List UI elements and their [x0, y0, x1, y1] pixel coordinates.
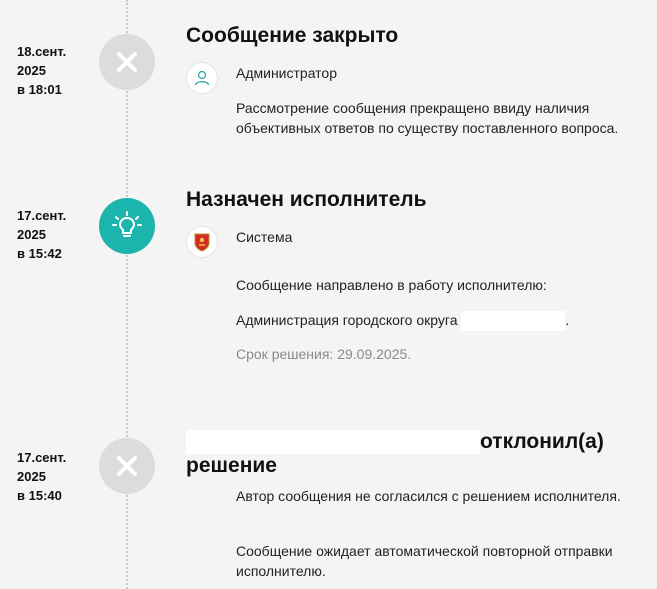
- event-deadline: Срок решения: 29.09.2025.: [236, 346, 412, 362]
- user-icon: [186, 62, 218, 94]
- event-text: Автор сообщения не согласился с решением исполнителя.: [236, 488, 621, 504]
- event-author: Администратор: [236, 65, 338, 81]
- event-text-secondary: Сообщение ожидает автоматической повторной отправки исполнителю.: [236, 543, 613, 579]
- event-date: 17.сент. 2025 в 15:42: [17, 208, 67, 261]
- redacted-block: [186, 430, 480, 454]
- close-icon: [99, 438, 155, 494]
- event-date: 17.сент. 2025 в 15:40: [17, 450, 67, 503]
- event-text: Сообщение направлено в работу исполнителю:: [236, 277, 547, 293]
- close-icon: [99, 34, 155, 90]
- event-title: отклонил(а) решение: [186, 430, 604, 478]
- event-title: Назначен исполнитель: [186, 188, 427, 211]
- coat-of-arms-icon: [186, 226, 218, 258]
- event-title: Сообщение закрыто: [186, 24, 399, 47]
- event-executor: Администрация городского округа .: [236, 310, 636, 331]
- event-date: 18.сент. 2025 в 18:01: [17, 44, 67, 97]
- lightbulb-icon: [99, 198, 155, 254]
- redacted-block: [461, 311, 565, 331]
- event-text: Рассмотрение сообщения прекращено ввиду наличия объективных ответов по существу поставленного вопроса.: [236, 100, 619, 136]
- event-author: Система: [236, 229, 293, 245]
